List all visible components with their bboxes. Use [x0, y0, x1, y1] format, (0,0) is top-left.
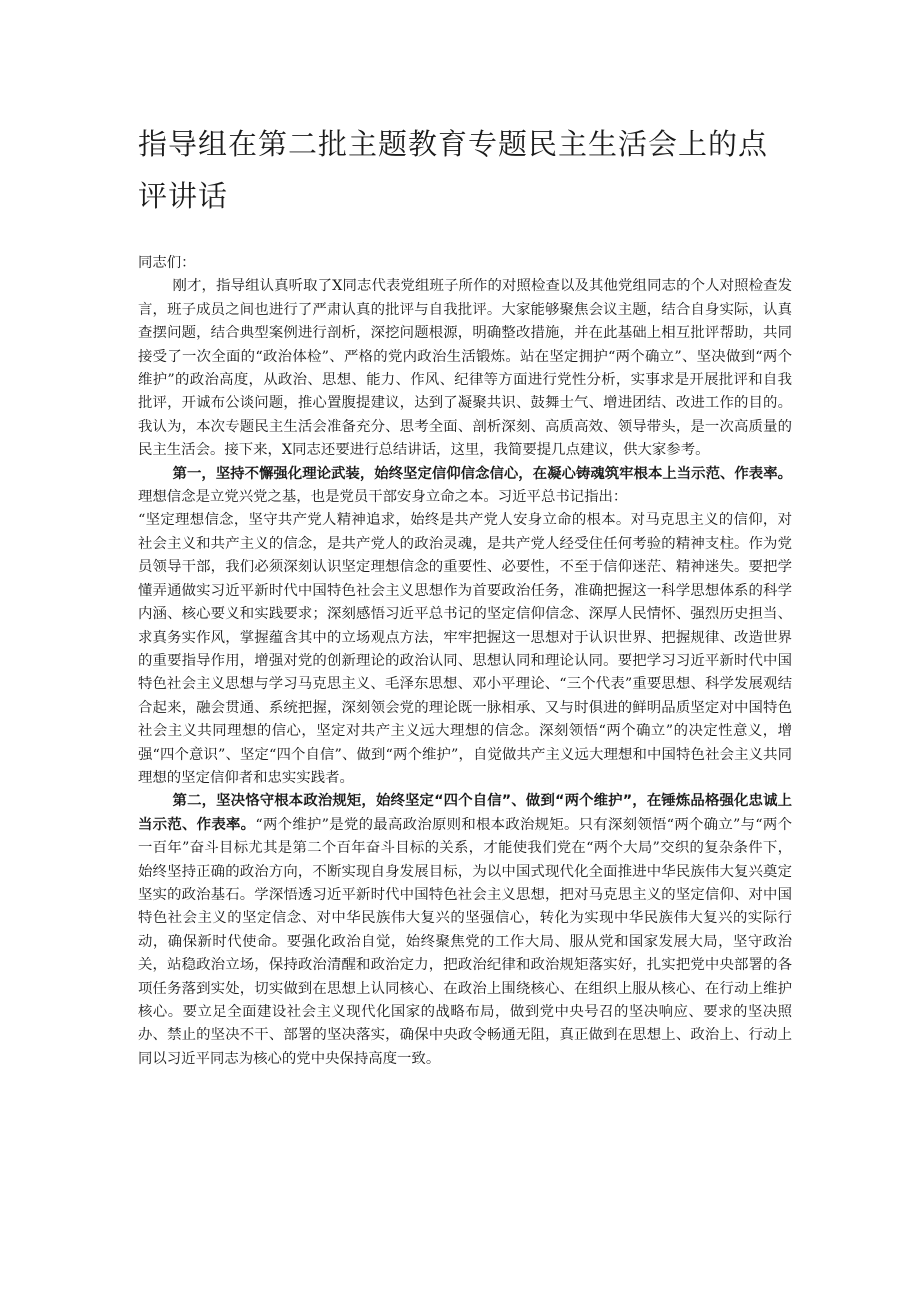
section-1-heading: 第一，坚持不懈强化理论武装，始终坚定信仰信念信心，在凝心铸魂筑牢根本上当示范、作表率。 [172, 465, 792, 482]
section-1-paragraph [138, 463, 792, 510]
section-2-paragraph [138, 790, 792, 1071]
document-title: 指导组在第二批主题教育专题民主生活会上的点评讲话 [138, 127, 769, 213]
section-2-heading: 第二，坚决恪守根本政治规矩，始终坚定“四个自信”、做到“两个维护”，在锤炼品格强化忠诚上当示范、作表率。 [138, 793, 792, 833]
section-1-lead: 理想信念是立党兴党之基，也是党员干部安身立命之本。习近平总书记指出： [138, 489, 628, 506]
document-page [138, 118, 792, 1071]
section-1-quote-paragraph: “坚定理想信念，坚守共产党人精神追求，始终是共产党人安身立命的根本。对马克思主义的信仰，对社会主义和共产主义的信念，是共产党人的政治灵魂，是共产党人经受住任何考验的精神支柱。作为党员领导干部，我们必须深刻认识坚定理想信念的重要性、必要性，不至于信仰迷茫、精神迷失。要把学懂弄通做实习近平新时代中国特色社会主义思想作为首要政治任务，准确把握这一科学思想体系的科学内涵、核心要义和实践要求；深刻感悟习近平总书记的坚定信仰信念、深厚人民情怀、强烈历史担当、求真务实作风，掌握蕴含其中的立场观点方法，牢牢把握这一思想对于认识世界、把握规律、改造世界的重要指导作用，增强对党的创新理论的政治认同、思想认同和理论认同。要把学习习近平新时代中国特色社会主义思想与学习马克思主义、毛泽东思想、邓小平理论、“三个代表”重要思想、科学发展观结合起来，融会贯通、系统把握，深刻领会党的理论既一脉相承、又与时俱进的鲜明品质坚定对中国特色社会主义共同理想的信心，坚定对共产主义远大理想的信念。深刻领悟“两个确立”的决定性意义，增强“四个意识”、坚定“四个自信”、做到“两个维护”，自觉做共产主义远大理想和中国特色社会主义共同理想的坚定信仰者和忠实实践者。 [138, 512, 792, 786]
salutation: 同志们： [138, 255, 196, 271]
intro-paragraph: 刚才，指导组认真听取了X同志代表党组班子所作的对照检查以及其他党组同志的个人对照检查发言，班子成员之间也进行了严肃认真的批评与自我批评。大家能够聚焦会议主题，结合自身实际，认真查摆问题，结合典型案例进行剖析，深挖问题根源，明确整改措施，并在此基础上相互批评帮助，共同接受了一次全面的“政治体检”、严格的党内政治生活锻炼。站在坚定拥护“两个确立”、坚决做到“两个维护”的政治高度，从政治、思想、能力、作风、纪律等方面进行党性分析，实事求是开展批评和自我批评，开诚布公谈问题，推心置腹提建议，达到了凝聚共识、鼓舞士气、增进团结、改进工作的目的。我认为，本次专题民主生活会准备充分、思考全面、剖析深刻、高质高效、领导带头，是一次高质量的民主生活会。接下来，X同志还要进行总结讲话，这里，我简要提几点建议，供大家参考。 [138, 278, 792, 459]
section-2-lead: “两个维护”是党的最高政治原则和根本政治规矩。只有深刻领悟“两个确立”与“两个一百年”奋斗目标尤其是第二个百年奋斗目标的关系，才能使我们党在“两个大局”交织的复杂条件下，始终坚持正确的政治方向，不断实现自身发展目标，为以中国式现代化全面推进中华民族伟大复兴奠定坚实的政治基石。学深悟透习近平新时代中国特色社会主义思想，把对马克思主义的坚定信仰、对中国特色社会主义的坚定信念、对中华民族伟大复兴的坚强信心，转化为实现中华民族伟大复兴的实际行动，确保新时代使命。要强化政治自觉，始终聚焦党的工作大局、服从党和国家发展大局，坚守政治关，站稳政治立场，保持政治清醒和政治定力，把政治纪律和政治规矩落实好，扎实把党中央部署的各项任务落到实处，切实做到在思想上认同核心、在政治上围绕核心、在组织上服从核心、在行动上维护核心。要立足全面建设社会主义现代化国家的战略布局，做到党中央号召的坚决响应、要求的坚决照办、禁止的坚决不干、部署的坚决落实，确保中央政令畅通无阻，真正做到在思想上、政治上、行动上同以习近平同志为核心的党中央保持高度一致。 [138, 816, 792, 1067]
